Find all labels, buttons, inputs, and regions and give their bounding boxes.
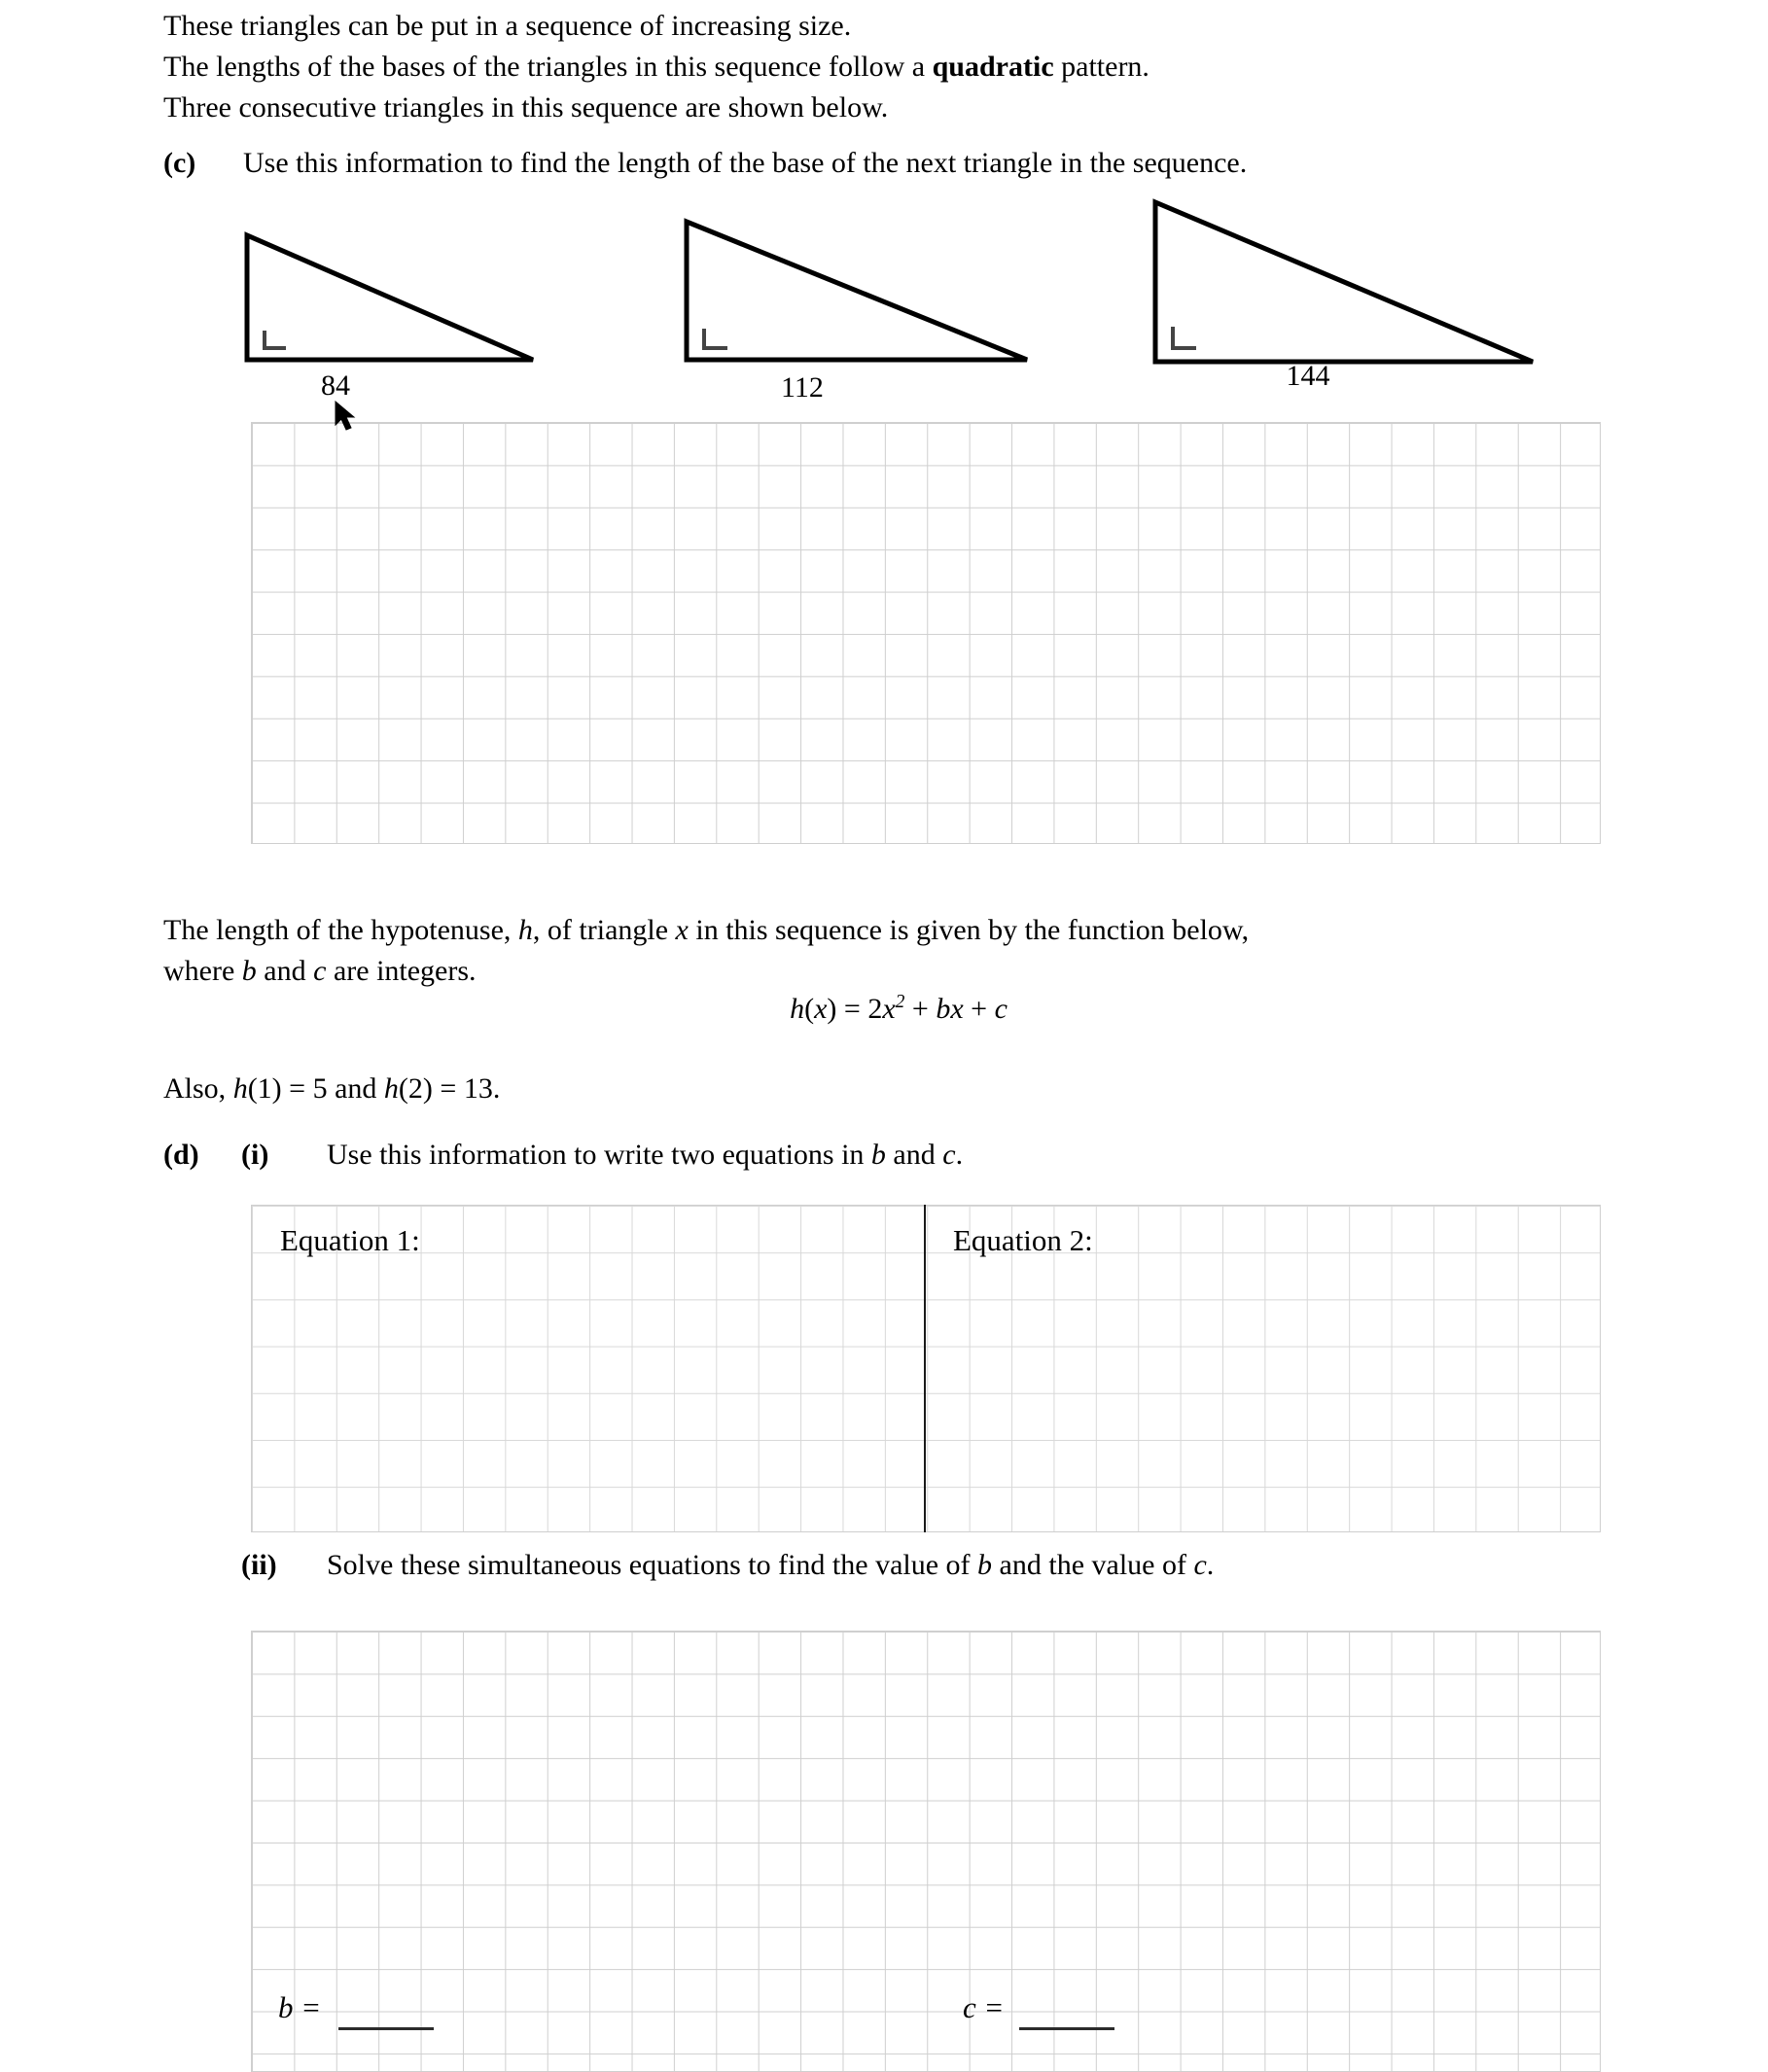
- part-c-text: Use this information to find the length of the base of the next triangle in the sequence.: [243, 147, 1248, 179]
- also-h1-arg: (1): [247, 1072, 282, 1105]
- hyp-text-a: The length of the hypotenuse,: [163, 914, 518, 946]
- part-d-ii-var-c: c: [1193, 1549, 1207, 1581]
- equations-column-divider: [924, 1205, 926, 1532]
- also-prefix: Also,: [163, 1072, 233, 1105]
- answer-c-label: [963, 1990, 1004, 2025]
- answer-grid-part-c[interactable]: [251, 422, 1601, 844]
- hyp-text-c: in this sequence is given by the function below,: [688, 914, 1250, 946]
- intro-paragraph: [163, 6, 1622, 128]
- formula-x-linear: x: [950, 993, 964, 1025]
- formula-b: b: [936, 993, 951, 1025]
- formula-c: c: [994, 993, 1008, 1025]
- hyp-text-e: and: [256, 955, 314, 987]
- triangle-3: [1149, 196, 1558, 369]
- equation-1-label: Equation 1:: [280, 1223, 420, 1257]
- intro-line-2-prefix: The lengths of the bases of the triangles in this sequence follow a: [163, 51, 933, 83]
- formula-equals: = 2: [836, 993, 883, 1025]
- triangle-1-base-label: 84: [321, 369, 350, 402]
- intro-line-2-suffix: pattern.: [1053, 51, 1149, 83]
- intro-line-2: [163, 47, 1622, 88]
- also-h2-arg: (2): [398, 1072, 433, 1105]
- formula-x-arg: x: [814, 993, 828, 1025]
- hypotenuse-line-2: [163, 951, 1544, 992]
- part-d-i-label: (i): [241, 1139, 269, 1171]
- also-and: and: [327, 1072, 384, 1105]
- part-d-ii-label: (ii): [241, 1549, 277, 1581]
- formula-exponent: 2: [895, 992, 905, 1012]
- part-d-ii-text-a: Solve these simultaneous equations to find the value of: [327, 1549, 978, 1581]
- hypotenuse-paragraph: [163, 910, 1544, 992]
- hyp-var-x: x: [675, 914, 689, 946]
- formula-open-paren: (: [804, 993, 815, 1025]
- intro-line-3: Three consecutive triangles in this sequence are shown below.: [163, 91, 889, 123]
- hyp-text-b: , of triangle: [532, 914, 676, 946]
- part-d-ii-question: [241, 1546, 1214, 1585]
- part-c-question: [163, 144, 1247, 183]
- hyp-text-d: where: [163, 955, 242, 987]
- formula-plus-2: +: [963, 993, 995, 1025]
- answer-b-rule[interactable]: [338, 2027, 434, 2030]
- intro-bold-quadratic: quadratic: [932, 51, 1054, 83]
- answer-b-text: b =: [278, 1990, 322, 2024]
- formula-h: h: [790, 993, 805, 1025]
- part-d-i-question: [163, 1136, 963, 1175]
- also-h2: h: [383, 1072, 399, 1105]
- part-d-i-text: Use this information to write two equations in: [327, 1139, 871, 1171]
- triangle-2: [681, 216, 1050, 367]
- triangle-1: [241, 229, 552, 366]
- answer-c-rule[interactable]: [1019, 2027, 1114, 2030]
- triangle-3-base-label: 144: [1286, 360, 1330, 392]
- triangle-1-shape: [241, 229, 552, 366]
- part-d-ii-text-b: and the value of: [992, 1549, 1194, 1581]
- equation-2-label: Equation 2:: [953, 1223, 1093, 1257]
- triangle-2-shape: [681, 216, 1050, 367]
- part-d-i-var-b: b: [870, 1139, 886, 1171]
- function-formula-inner: [760, 992, 1008, 1026]
- part-c-label: (c): [163, 147, 196, 179]
- hyp-var-c: c: [313, 955, 327, 987]
- function-formula: [0, 992, 1768, 1026]
- part-d-label: (d): [163, 1139, 199, 1171]
- answer-grid-part-d-ii[interactable]: [251, 1631, 1601, 2072]
- part-d-i-and: and: [885, 1139, 943, 1171]
- also-h1: h: [232, 1072, 248, 1105]
- triangle-2-base-label: 112: [781, 371, 824, 404]
- part-d-ii-period: .: [1206, 1549, 1215, 1581]
- part-d-i-var-c: c: [942, 1139, 956, 1171]
- triangle-3-shape: [1149, 196, 1558, 369]
- part-d-ii-var-b: b: [977, 1549, 993, 1581]
- hyp-text-f: are integers.: [326, 955, 477, 987]
- also-given-values: [163, 1070, 500, 1108]
- formula-plus-1: +: [904, 993, 937, 1025]
- hyp-var-b: b: [241, 955, 257, 987]
- hypotenuse-line-1: [163, 910, 1544, 951]
- also-h2-value: = 13.: [432, 1072, 501, 1105]
- also-h1-value: = 5: [281, 1072, 328, 1105]
- answer-b-label: [278, 1990, 321, 2025]
- part-d-i-period: .: [955, 1139, 964, 1171]
- hyp-var-h: h: [517, 914, 533, 946]
- intro-line-1: These triangles can be put in a sequence of increasing size.: [163, 10, 852, 42]
- answer-c-text: c =: [963, 1990, 1005, 2024]
- answer-grid-part-d-i[interactable]: [251, 1205, 1601, 1532]
- formula-close-paren: ): [827, 993, 837, 1025]
- formula-x-squared-base: x: [882, 993, 896, 1025]
